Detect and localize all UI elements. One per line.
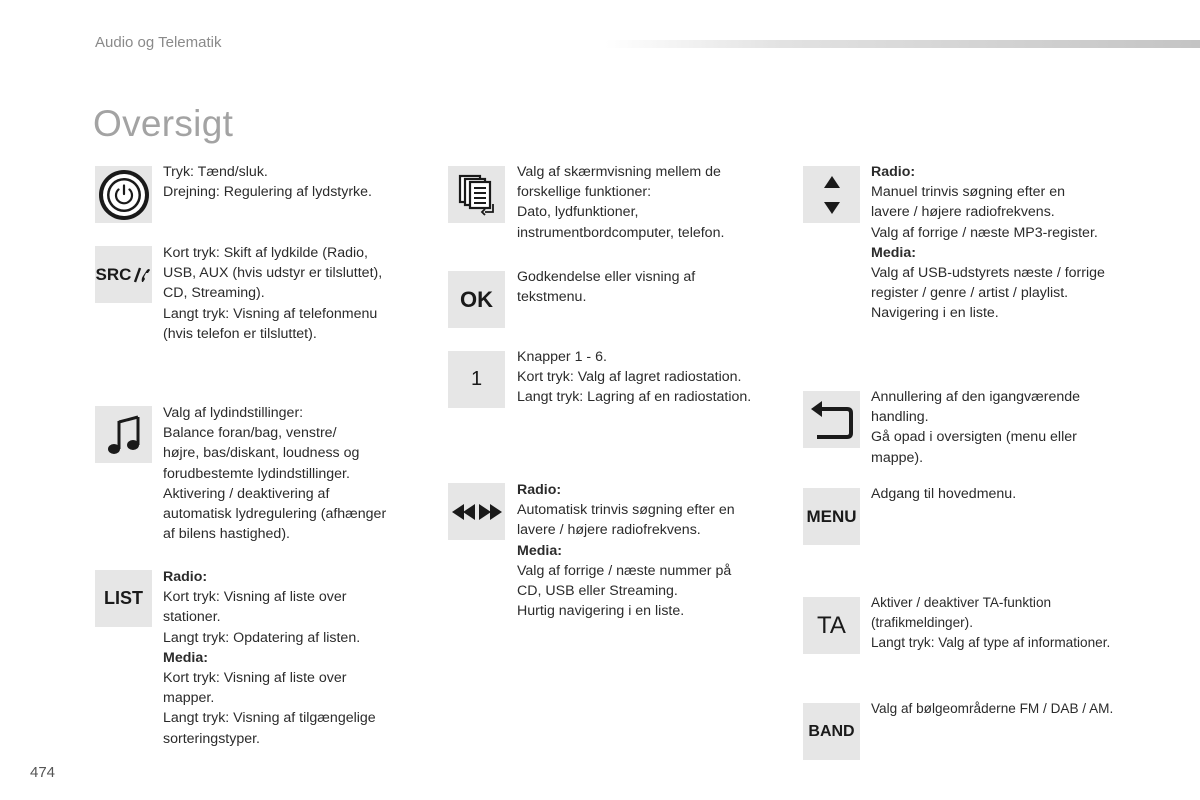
ok-label: OK (460, 286, 493, 312)
back-button[interactable] (803, 391, 860, 448)
up-down-button[interactable] (803, 166, 860, 223)
ok-description: Godkendelse eller visning af tekstmenu. (517, 269, 696, 306)
updown-description: Radio: Manuel trinvis søgning efter en lavere / højere radiofrekvens. Valg af forrige / næste MP3-register. Media: Valg af USB-udstyrets næste / forrige register / genre / artist / playlist. Navigering i en liste. (871, 164, 1105, 322)
section-header: Audio og Telematik (95, 34, 222, 51)
list-label: LIST (104, 588, 143, 608)
band-description: Valg af bølgeområderne FM / DAB / AM. (871, 701, 1114, 716)
list-button[interactable] (95, 570, 152, 627)
band-button[interactable] (803, 703, 860, 760)
phone-icon (131, 265, 151, 285)
power-description: Tryk: Tænd/sluk. Drejning: Regulering af lydstyrke. (163, 164, 372, 201)
seek-button[interactable] (448, 483, 505, 540)
band-label: BAND (808, 722, 855, 740)
back-description: Annullering af den igangværende handling. Gå opad i oversigten (menu eller mappe). (871, 389, 1081, 466)
menu-button[interactable] (803, 488, 860, 545)
screen-mode-button[interactable] (448, 166, 505, 223)
music-description: Valg af lydindstillinger: Balance foran/bag, venstre/ højre, bas/diskant, loudness og forudbestemte lydindstillinger. Aktivering / deaktivering af automatisk lydregulering (afhænger af bilens hastighed). (163, 405, 387, 543)
src-description: Kort tryk: Skift af lydkilde (Radio, USB, AUX (hvis udstyr er tilsluttet), CD, Streaming). Langt tryk: Visning af telefonmenu (hvis telefon er tilsluttet). (163, 245, 383, 342)
menu-label: MENU (806, 506, 857, 526)
sound-settings-button[interactable] (95, 406, 152, 463)
ok-button[interactable] (448, 271, 505, 328)
page-number: 474 (30, 764, 56, 781)
src-label: SRC (95, 264, 132, 284)
back-arrow-icon (809, 400, 855, 440)
music-note-icon (104, 413, 144, 457)
power-button[interactable] (95, 166, 152, 223)
page-title: Oversigt (93, 102, 234, 144)
up-down-arrows-icon (822, 174, 842, 216)
preset-label: 1 (470, 368, 483, 390)
seek-arrows-icon (451, 502, 503, 522)
ta-description: Aktiver / deaktiver TA-funktion (trafikmeldinger). Langt tryk: Valg af type af informationer. (871, 595, 1111, 651)
preset-description: Knapper 1 - 6. Kort tryk: Valg af lagret radiostation. Langt tryk: Lagring af en radiostation. (517, 349, 752, 406)
screen-pages-icon (458, 174, 496, 216)
src-button[interactable] (95, 246, 152, 303)
ta-button[interactable] (803, 597, 860, 654)
menu-description: Adgang til hovedmenu. (871, 486, 1017, 502)
screen-description: Valg af skærmvisning mellem de forskellige funktioner: Dato, lydfunktioner, instrumentbordcomputer, telefon. (517, 164, 725, 241)
power-icon (97, 168, 151, 222)
header-divider (605, 40, 1200, 48)
preset-button[interactable] (448, 351, 505, 408)
list-description: Radio: Kort tryk: Visning af liste over stationer. Langt tryk: Opdatering af listen. Media: Kort tryk: Visning af liste over mapper. Langt tryk: Visning af tilgængelige sorteringstyper. (163, 569, 376, 747)
seek-description: Radio: Automatisk trinvis søgning efter en lavere / højere radiofrekvens. Media: Valg af forrige / næste nummer på CD, USB eller Streaming. Hurtig navigering i en liste. (517, 482, 735, 620)
ta-label: TA (817, 611, 846, 639)
